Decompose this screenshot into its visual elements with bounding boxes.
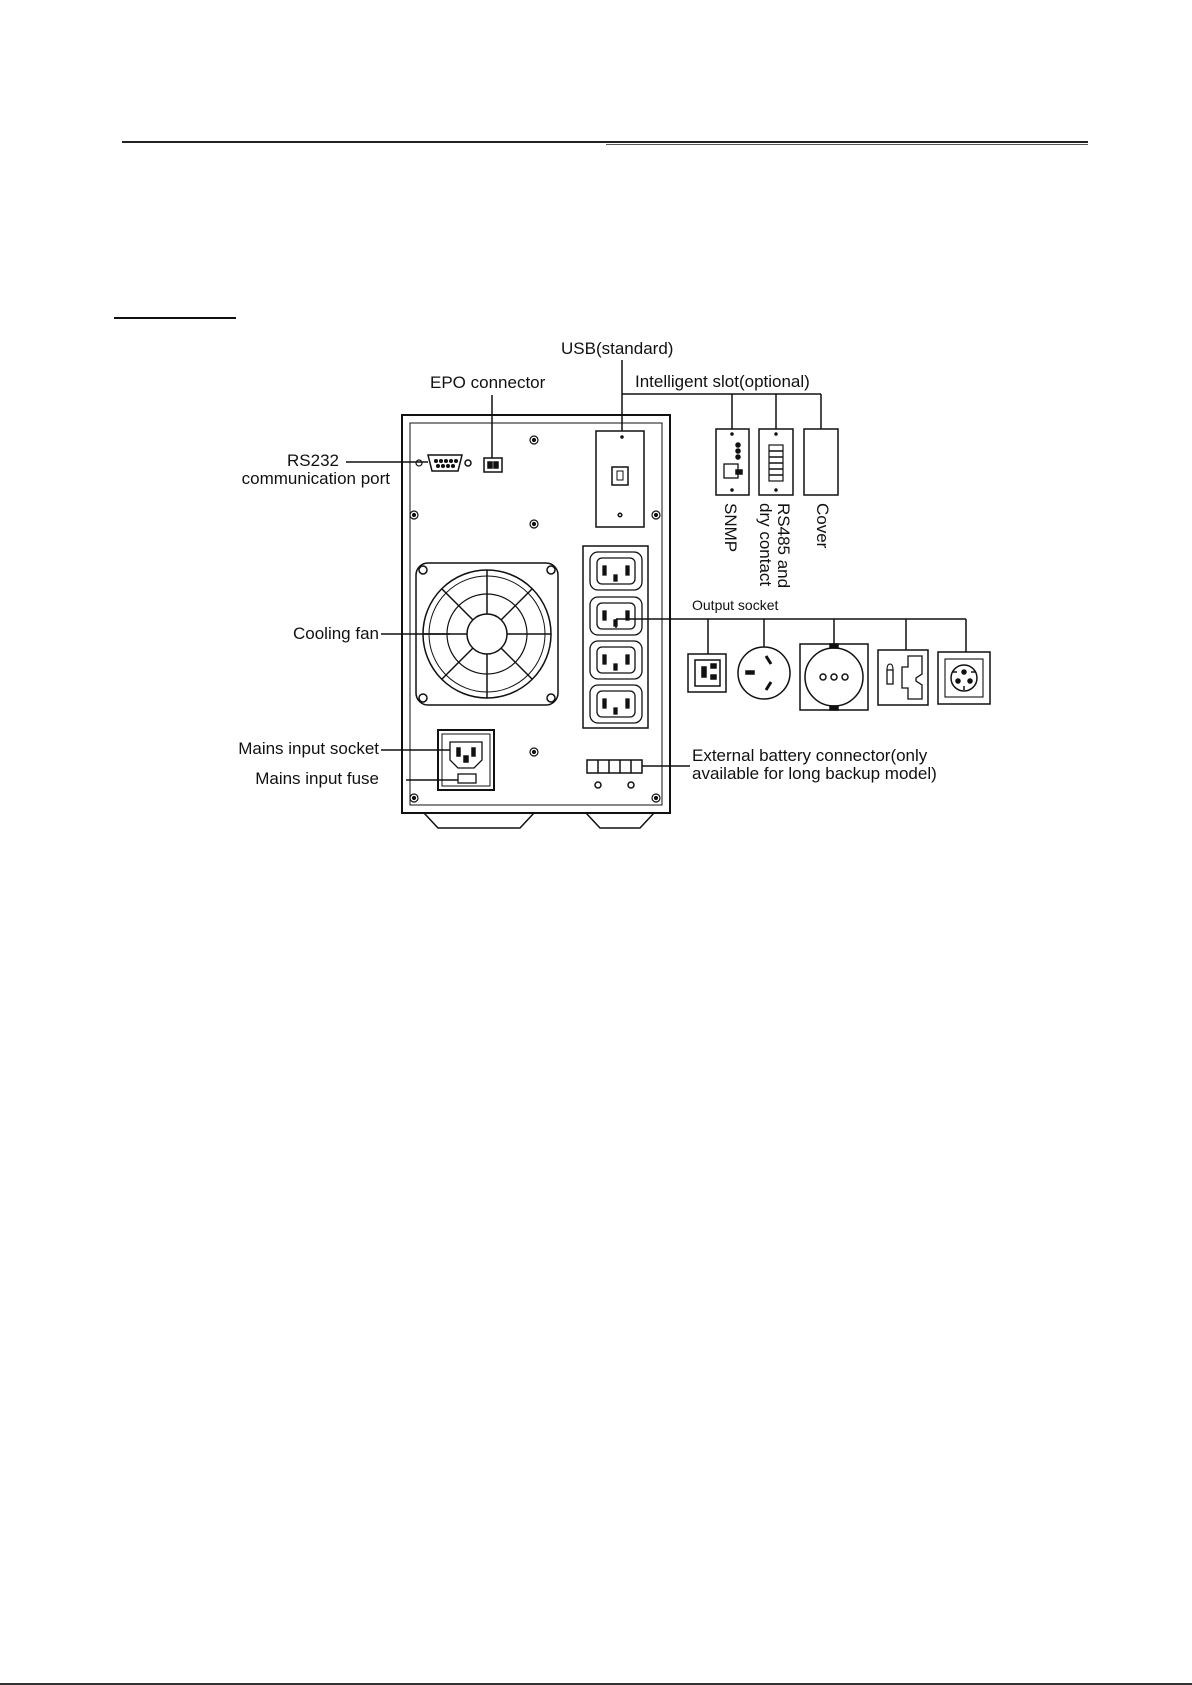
- cover-card: [804, 429, 838, 495]
- epo-connector-label: EPO connector: [430, 373, 546, 392]
- rs485-card-label-line2: dry contact: [755, 503, 775, 587]
- output-socket-variants: [688, 644, 990, 710]
- snmp-card-label: SNMP: [720, 503, 740, 553]
- external-battery-label-line2: available for long backup model): [692, 764, 937, 783]
- intelligent-slot-label: Intelligent slot(optional): [635, 372, 810, 391]
- snmp-card: [716, 429, 749, 495]
- usb-label: USB(standard): [561, 339, 674, 358]
- epo-connector: [484, 458, 502, 472]
- cooling-fan-label: Cooling fan: [292, 624, 379, 643]
- external-battery-connector: [587, 760, 642, 788]
- rs232-port: [428, 455, 471, 471]
- rs485-card-label-line1: RS485 and: [773, 503, 793, 589]
- cover-card-label: Cover: [812, 503, 832, 549]
- mains-input-socket-label: Mains input socket: [238, 739, 379, 758]
- rs232-label-line1: RS232: [287, 451, 339, 470]
- intelligent-slot-leader: [622, 394, 821, 429]
- output-socket-leader: [616, 619, 966, 654]
- rs485-dry-contact-card: [759, 429, 793, 495]
- output-socket-panel: [583, 546, 648, 728]
- rs232-label-line2: communication port: [241, 469, 390, 488]
- mains-input-fuse-label: Mains input fuse: [255, 769, 379, 788]
- external-battery-label-line1: External battery connector(only: [692, 746, 928, 765]
- mains-input-socket: [438, 730, 494, 790]
- usb-module: [596, 431, 644, 527]
- output-socket-label: Output socket: [692, 597, 779, 613]
